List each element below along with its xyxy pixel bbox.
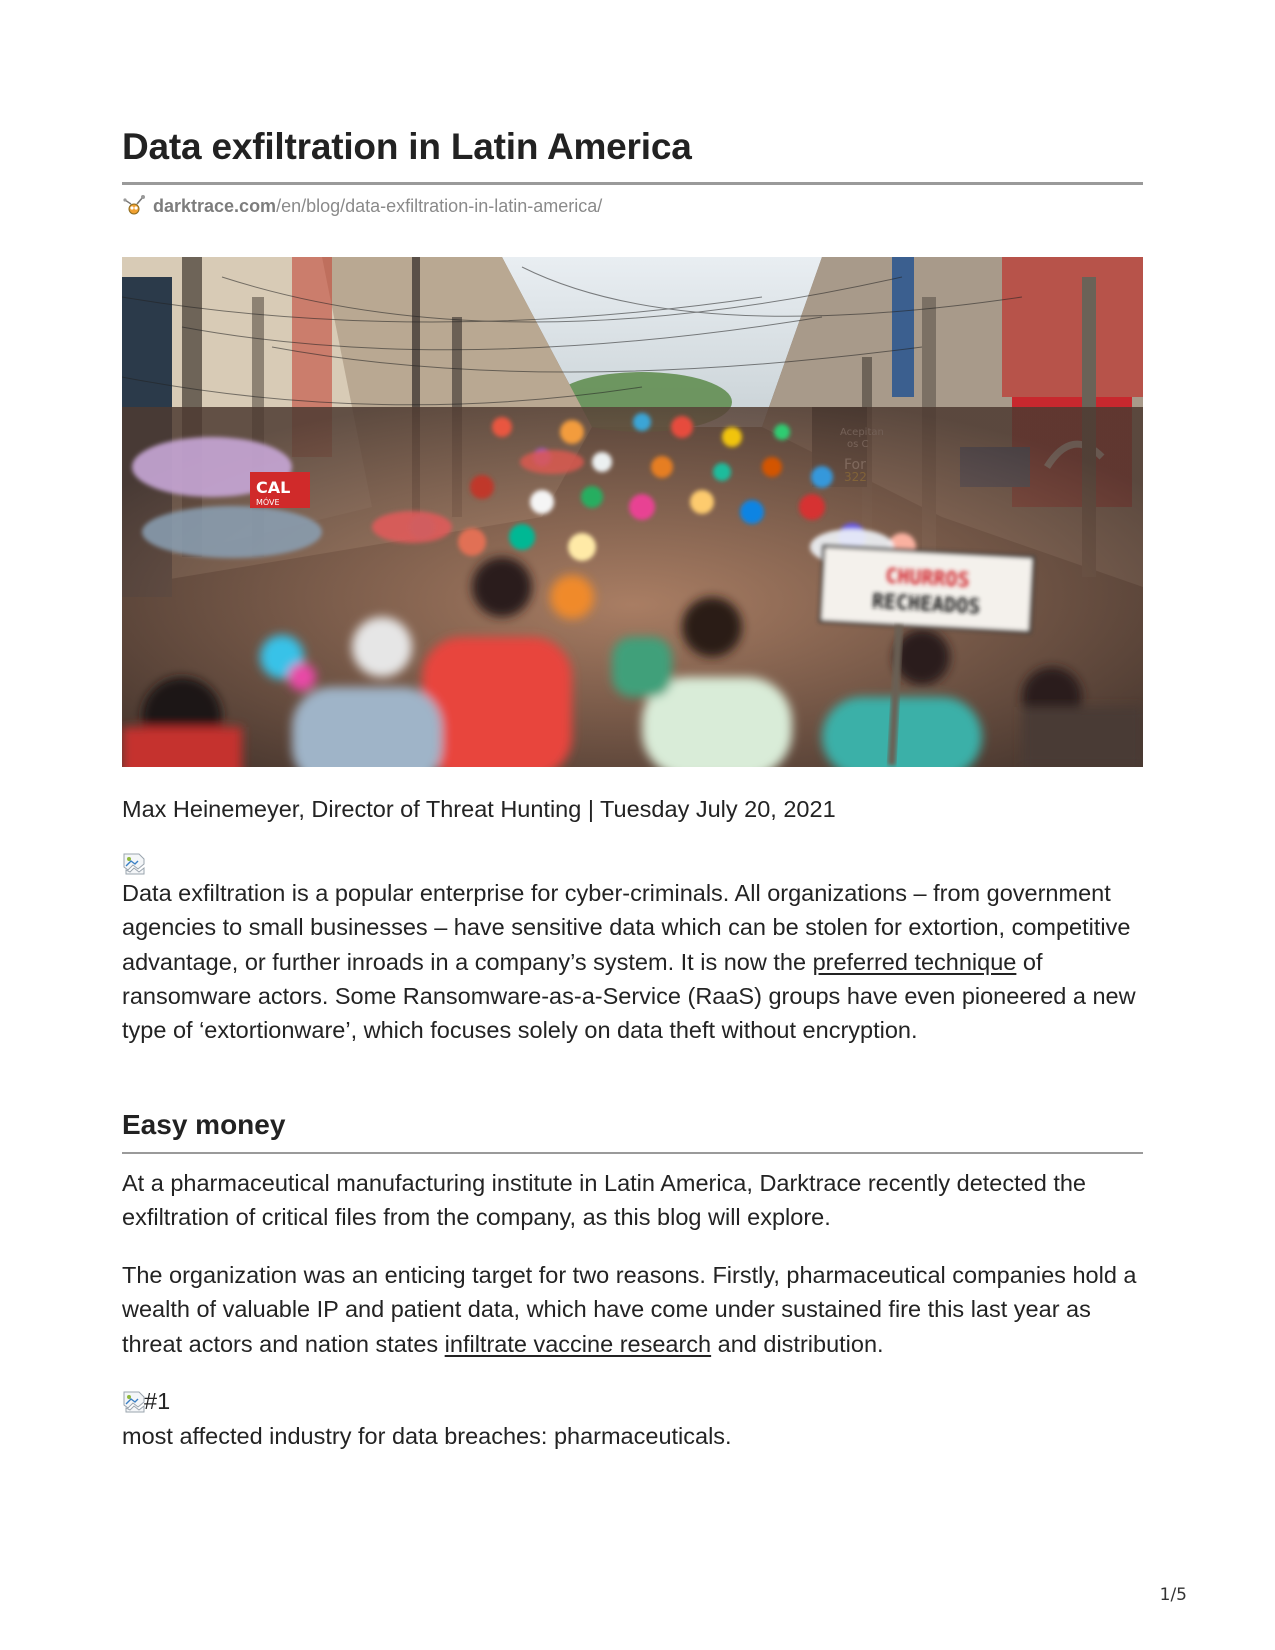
source-domain: darktrace.com: [153, 195, 277, 216]
section-heading: Easy money: [122, 1109, 286, 1140]
hero-image: [122, 257, 1143, 767]
para2-text-2: and distribution.: [711, 1330, 884, 1357]
street-crowd-photo: [122, 257, 1143, 767]
stat-alt-text: #1: [144, 1387, 171, 1414]
sign-cal-sub: MÓVE: [256, 498, 280, 507]
title-divider: [122, 182, 1143, 185]
byline: Max Heinemeyer, Director of Threat Hunting | Tuesday July 20, 2021: [122, 796, 836, 822]
broken-image-icon: [122, 852, 146, 876]
intro-text-2: of ransomware actors. Some Ransomware-as-a-Service (RaaS) groups have even pioneered a new type of ‘extortionware’, which focuses solely on data theft without encryption.: [122, 948, 1136, 1044]
source-url[interactable]: [122, 194, 602, 218]
page-number: 1/5: [1159, 1585, 1187, 1605]
sign-recheados: RECHEADOS: [871, 588, 981, 619]
page-title: Data exfiltration in Latin America: [122, 126, 692, 167]
preferred-technique-link[interactable]: preferred technique: [812, 948, 1017, 975]
section-paragraph-1: At a pharmaceutical manufacturing institute in Latin America, Darktrace recently detected the exfiltration of critical files from the company, as this blog will explore.: [122, 1170, 1086, 1231]
section-paragraph-2: [122, 1258, 1143, 1361]
section-divider: [122, 1152, 1143, 1154]
reader-icon: [122, 194, 146, 218]
source-path: /en/blog/data-exfiltration-in-latin-america/: [276, 195, 603, 216]
stat-image: [122, 1384, 170, 1418]
para2-text-1: The organization was an enticing target for two reasons. Firstly, pharmaceutical companies hold a wealth of valuable IP and patient data, which have come under sustained fire this last year as threat actors and nation states: [122, 1262, 1137, 1357]
sign-churros: CHURROS: [884, 563, 971, 592]
stat-caption: most affected industry for data breaches: pharmaceuticals.: [122, 1423, 732, 1449]
intro-paragraph: [122, 876, 1143, 1047]
sign-cal: CAL: [256, 478, 291, 497]
intro-text-1: Data exfiltration is a popular enterprise for cyber-criminals. All organizations – from government agencies to small businesses – have sensitive data which can be stolen for extortion, competitive advantage, or further inroads in a company’s system. It is now the: [122, 880, 1131, 975]
broken-image-icon: [122, 1389, 146, 1413]
infiltrate-vaccine-research-link[interactable]: infiltrate vaccine research: [444, 1330, 712, 1357]
